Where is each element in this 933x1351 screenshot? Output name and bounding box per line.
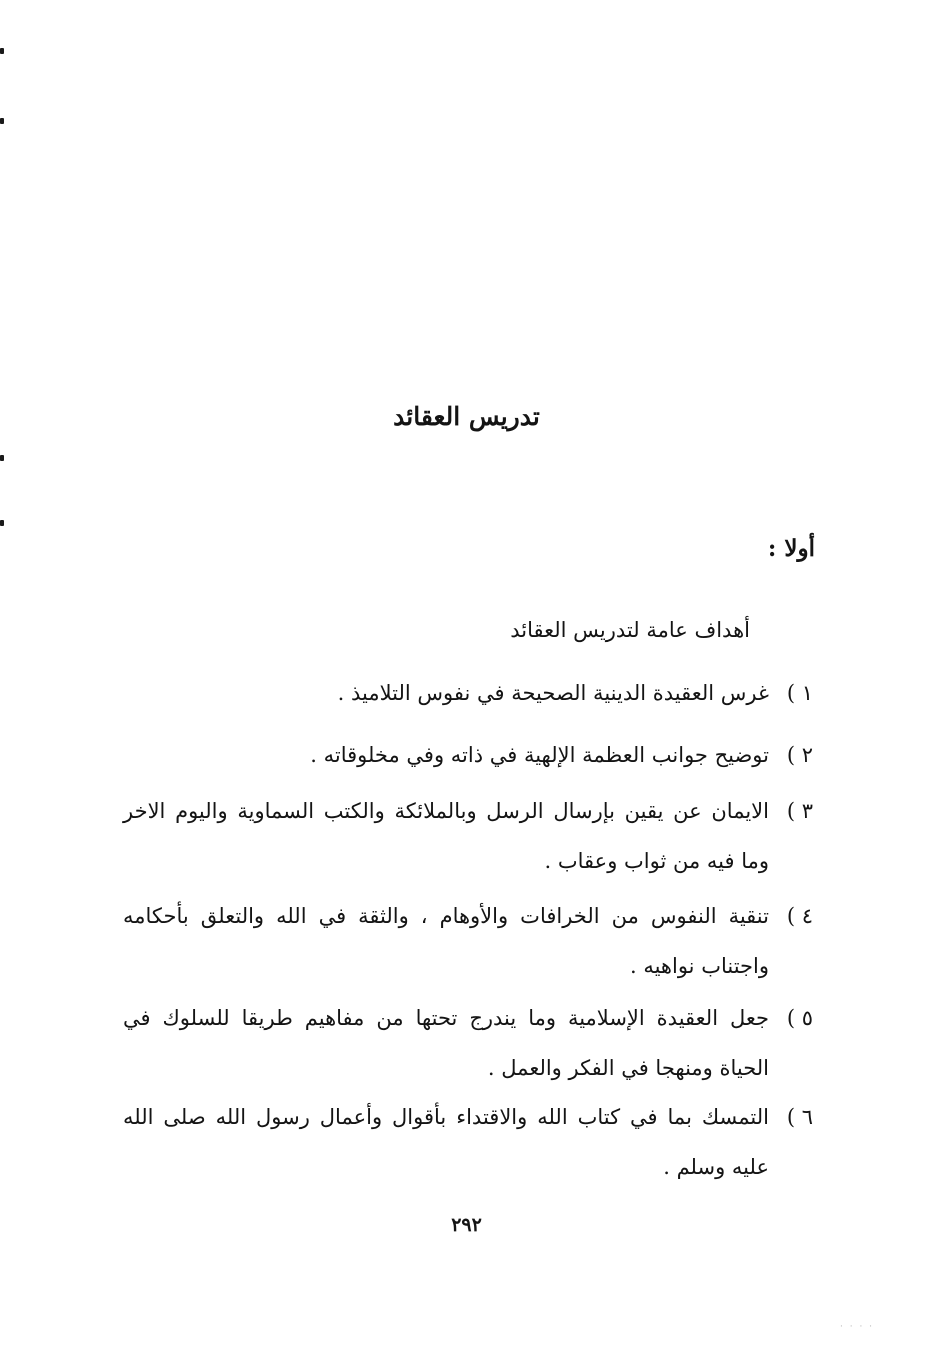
list-item-text: تنقية النفوس من الخرافات والأوهام ، والثقة في الله والتعلق بأحكامه واجتناب نواهيه . bbox=[123, 904, 769, 978]
list-item bbox=[123, 730, 813, 780]
page-title: تدريس العقائد bbox=[393, 402, 540, 431]
list-item-number: ٣ ) bbox=[786, 799, 813, 823]
scan-margin-mark bbox=[0, 520, 4, 526]
list-item-number: ٥ ) bbox=[786, 1006, 813, 1030]
list-item-text: التمسك بما في كتاب الله والاقتداء بأقوال وأعمال رسول الله صلى الله عليه وسلم . bbox=[123, 1105, 769, 1179]
list-item-text: الايمان عن يقين بإرسال الرسل وبالملائكة والكتب السماوية واليوم الاخر وما فيه من ثواب وعقاب . bbox=[123, 799, 769, 873]
list-item-number: ١ ) bbox=[786, 681, 813, 705]
list-item-number: ٢ ) bbox=[786, 743, 813, 767]
list-item bbox=[123, 891, 813, 991]
scan-noise-mark: · · · · bbox=[840, 1322, 875, 1332]
list-item bbox=[123, 1092, 813, 1192]
section-heading: أولا : bbox=[767, 535, 815, 562]
scan-margin-mark bbox=[0, 455, 4, 461]
list-item-text: توضيح جوانب العظمة الإلهية في ذاته وفي مخلوقاته . bbox=[310, 743, 769, 767]
list-item-number: ٦ ) bbox=[786, 1105, 813, 1129]
list-item bbox=[123, 668, 813, 718]
list-item-number: ٤ ) bbox=[786, 904, 813, 928]
list-item bbox=[123, 786, 813, 886]
list-item bbox=[123, 993, 813, 1093]
list-item-text: غرس العقيدة الدينية الصحيحة في نفوس التلاميذ . bbox=[337, 681, 769, 705]
list-item-text: جعل العقيدة الإسلامية وما يندرج تحتها من مفاهيم طريقا للسلوك في الحياة ومنهجا في الفكر والعمل . bbox=[123, 1006, 769, 1080]
scan-margin-mark bbox=[0, 118, 4, 124]
scan-margin-mark bbox=[0, 48, 4, 54]
subheading: أهداف عامة لتدريس العقائد bbox=[510, 618, 750, 642]
page-number: ٢٩٢ bbox=[451, 1214, 482, 1236]
